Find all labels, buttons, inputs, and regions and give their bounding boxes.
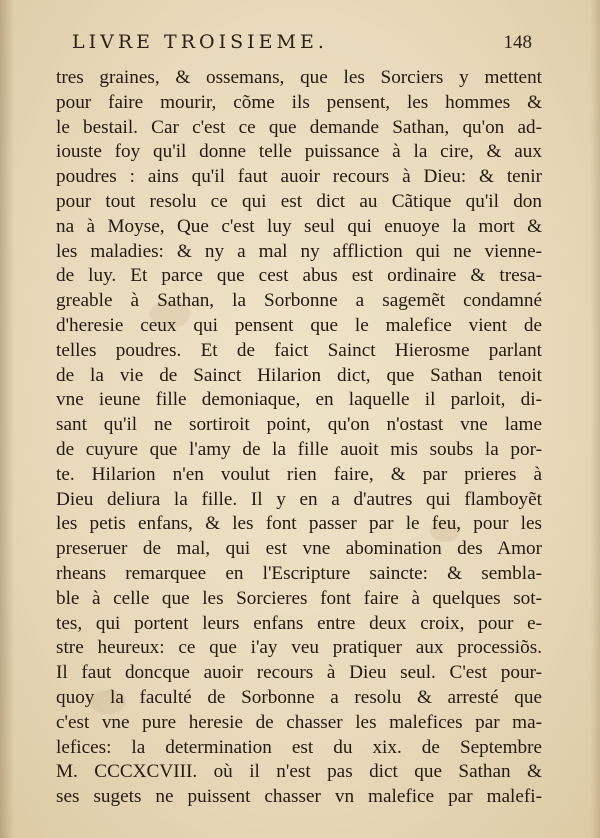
text-line: de cuyure que l'amy de la fille auoit mis soubs la por- — [56, 438, 542, 460]
text-line: preseruer de mal, qui est vne abomination des Amor — [56, 538, 542, 560]
text-line: iouste foy qu'il donne telle puissance à la cire, & aux — [56, 141, 542, 163]
text-line: M. CCCXCVIII. où il n'est pas dict que Sathan & — [56, 761, 542, 783]
text-line: poudres : ains qu'il faut auoir recours à Dieu: & tenir — [56, 166, 542, 188]
text-line: telles poudres. Et de faict Sainct Hierosme parlant — [56, 339, 542, 361]
text-line: d'heresie ceux qui pensent que le malefice vient de — [56, 314, 542, 336]
body-text — [56, 66, 542, 810]
page-number: 148 — [503, 32, 532, 53]
running-head-title: LIVRE TROISIEME. — [72, 31, 328, 53]
text-line: vne ieune fille demoniaque, en laquelle il parloit, di- — [56, 389, 542, 411]
text-line: te. Hilarion n'en voulut rien faire, & par prieres à — [56, 463, 542, 485]
text-line: sant qu'il ne sortiroit point, qu'on n'ostast vne lame — [56, 414, 542, 436]
text-line: ses sugets ne puissent chasser vn malefice par malefi- — [56, 786, 542, 808]
text-line: lefices: la determination est du xix. de Septembre — [56, 736, 542, 758]
text-line: c'est vne pure heresie de chasser les malefices par ma- — [56, 711, 542, 733]
text-line: Il faut doncque auoir recours à Dieu seul. C'est pour- — [56, 662, 542, 684]
text-line: tes, qui portent leurs enfans entre deux croix, pour e- — [56, 612, 542, 634]
text-line: le bestail. Car c'est ce que demande Sathan, qu'on ad- — [56, 116, 542, 138]
text-line: greable à Sathan, la Sorbonne a sagemẽt condamné — [56, 290, 542, 312]
text-line: de la vie de Sainct Hilarion dict, que Sathan tenoit — [56, 364, 542, 386]
text-line: Dieu deliura la fille. Il y en a d'autres qui flamboyẽt — [56, 488, 542, 510]
text-line: tres graines, & ossemans, que les Sorciers y mettent — [56, 67, 542, 88]
text-line: na à Moyse, Que c'est luy seul qui enuoye la mort & — [56, 215, 542, 237]
text-line: pour tout resolu ce qui est dict au Cãtique qu'il don — [56, 190, 542, 212]
page-edge — [590, 0, 600, 838]
text-line: de luy. Et parce que cest abus est ordinaire & tresa- — [56, 265, 542, 287]
gutter-shadow — [0, 0, 14, 838]
text-line: stre heureux: ce que i'ay veu pratiquer aux processiõs. — [56, 637, 542, 659]
running-head — [72, 31, 532, 59]
text-line: pour faire mourir, cõme ils pensent, les hommes & — [56, 91, 542, 113]
text-line: ble à celle que les Sorcieres font faire à quelques sot- — [56, 587, 542, 609]
text-line: quoy la faculté de Sorbonne a resolu & arresté que — [56, 686, 542, 708]
text-line: les maladies: & ny a mal ny affliction qui ne vienne- — [56, 240, 542, 262]
text-line: les petis enfans, & les font passer par le feu, pour les — [56, 513, 542, 535]
text-line: rheans remarquee en l'Escripture saincte: & sembla- — [56, 562, 542, 584]
